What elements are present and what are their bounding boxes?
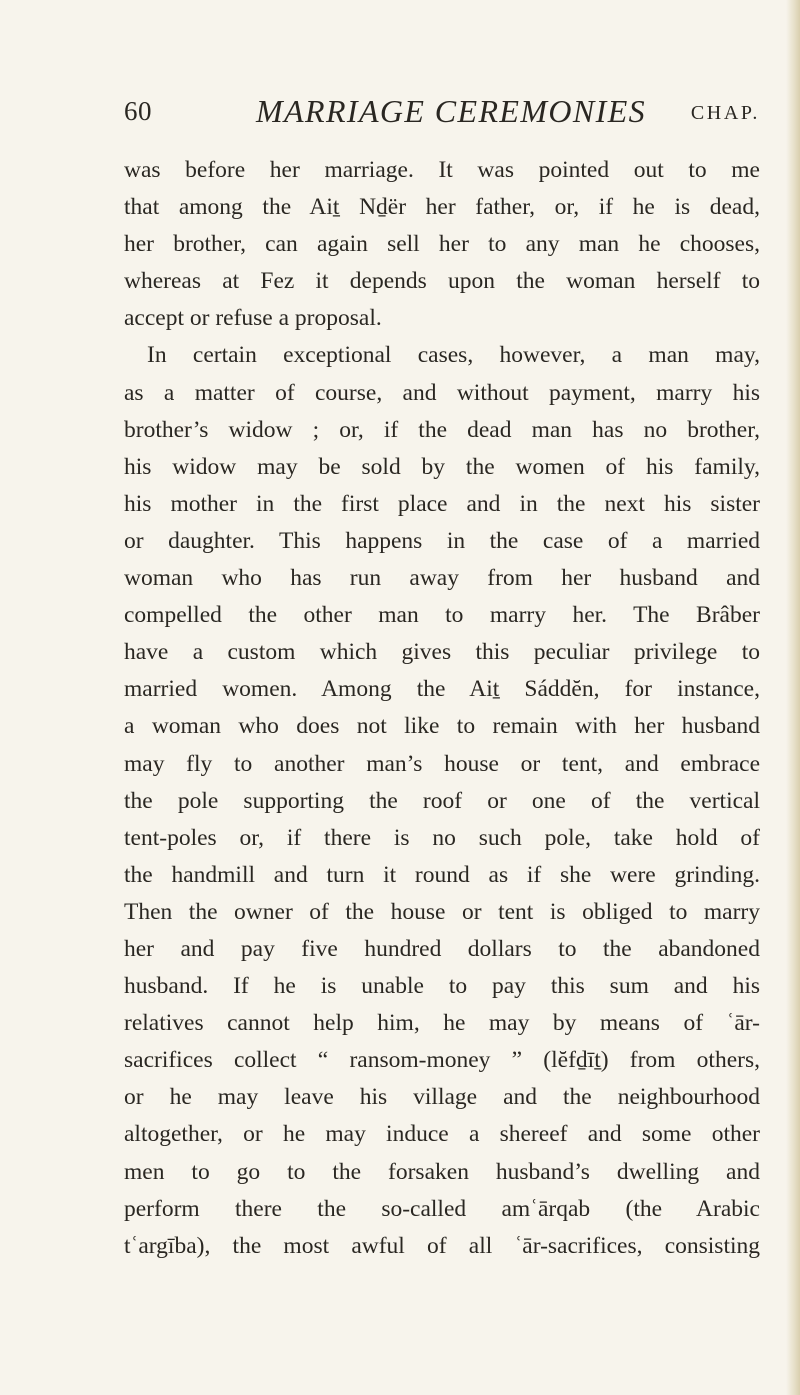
text-line: or daughter. This happens in the case of a married (124, 527, 760, 554)
text-line-paragraph-end: accept or refuse a proposal. (124, 305, 382, 332)
text-line: sacrifices collect “ ransom-money ” (lĕfḏīṯ) from others, (124, 1047, 760, 1074)
text-line: his widow may be sold by the women of his family, (124, 453, 760, 480)
text-line: her and pay five hundred dollars to the abandoned (124, 935, 760, 962)
text-line: whereas at Fez it depends upon the woman herself to (124, 268, 760, 295)
chapter-label: CHAP. (690, 102, 760, 124)
text-line: perform there the so-called amʿārqab (the Arabic (124, 1195, 760, 1222)
text-line: brother’s widow ; or, if the dead man has no brother, (124, 416, 760, 443)
text-line: Then the owner of the house or tent is obliged to marry (124, 898, 760, 925)
text-line: men to go to the forsaken husband’s dwelling and (124, 1158, 760, 1185)
text-line: altogether, or he may induce a shereef and some other (124, 1121, 760, 1148)
running-title: MARRIAGE CEREMONIES (256, 93, 647, 129)
text-line: or he may leave his village and the neighbourhood (124, 1084, 760, 1111)
text-line: his mother in the first place and in the next his sister (124, 490, 760, 517)
text-line: tent-poles or, if there is no such pole, take hold of (124, 824, 760, 851)
text-line: that among the Aiṯ Nḏër her father, or, if he is dead, (124, 194, 760, 221)
page-edge-shadow (786, 0, 800, 1395)
text-line: compelled the other man to marry her. The Brâber (124, 602, 760, 629)
running-head (124, 93, 760, 140)
text-line: tʿargība), the most awful of all ʿār-sacrifices, consisting (124, 1232, 760, 1259)
text-line: was before her marriage. It was pointed out to me (124, 157, 760, 183)
text-line: the pole supporting the roof or one of the vertical (124, 787, 760, 814)
body-text (124, 152, 760, 1265)
text-line: as a matter of course, and without payment, marry his (124, 379, 760, 406)
text-line: may fly to another man’s house or tent, and embrace (124, 750, 760, 777)
text-line: married women. Among the Aiṯ Sáddĕn, for instance, (124, 676, 760, 703)
text-line: husband. If he is unable to pay this sum and his (124, 973, 760, 1000)
text-line-paragraph-start: In certain exceptional cases, however, a man may, (147, 342, 760, 369)
text-line: have a custom which gives this peculiar privilege to (124, 639, 760, 666)
text-line: relatives cannot help him, he may by means of ʿār- (124, 1010, 760, 1037)
text-line: woman who has run away from her husband and (124, 565, 760, 592)
text-line: a woman who does not like to remain with her husband (124, 713, 760, 740)
text-line: her brother, can again sell her to any man he chooses, (124, 231, 760, 258)
text-line: the handmill and turn it round as if she were grinding. (124, 861, 760, 888)
page-number: 60 (124, 96, 152, 126)
